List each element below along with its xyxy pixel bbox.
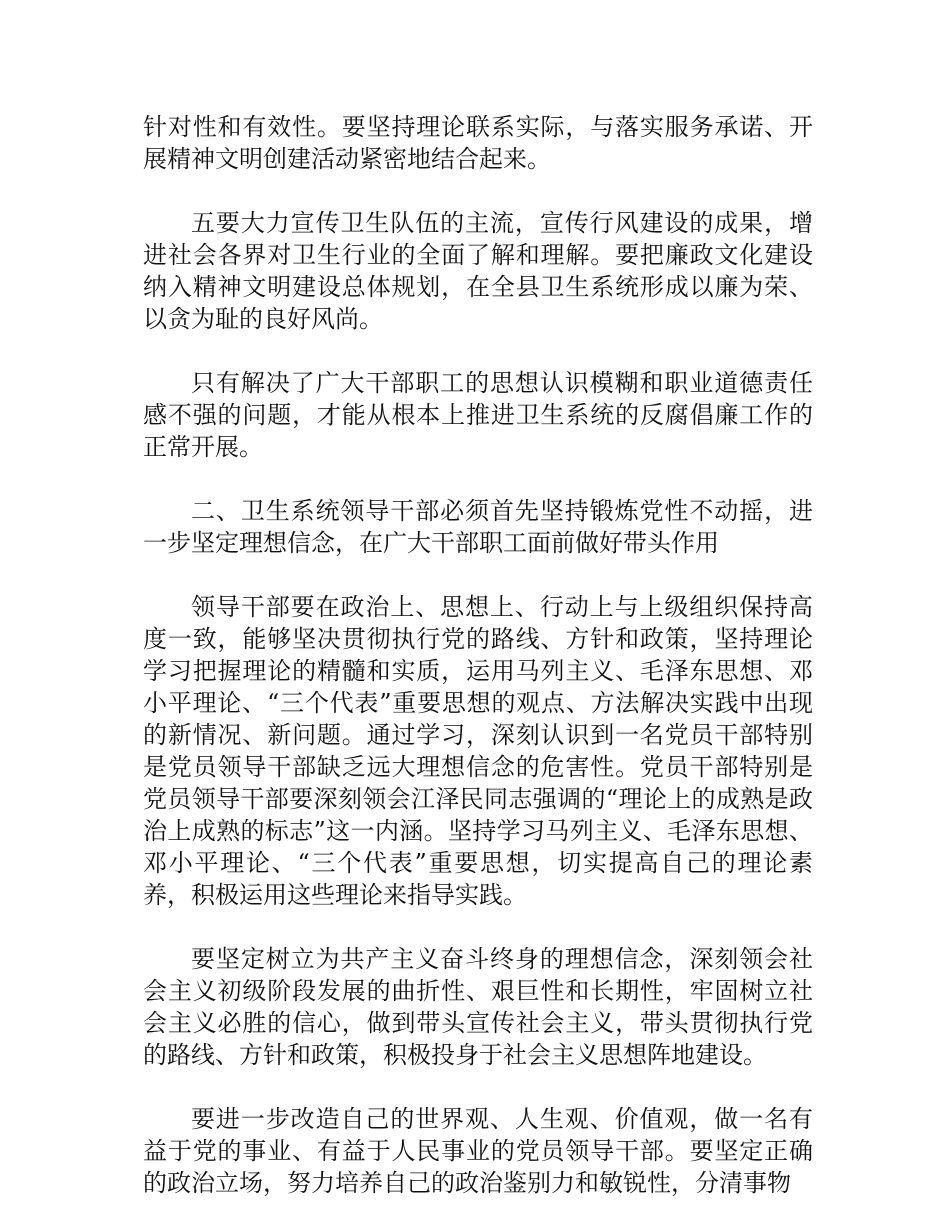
paragraph-political-alignment: 领导干部要在政治上、思想上、行动上与上级组织保持高度一致，能够坚决贯彻执行党的路线、方针和政策，坚持理论学习把握理论的精髓和实质，运用马列主义、毛泽东思想、邓小平理论、“三个代表”重要思想的观点、方法解决实践中出现的新情况、新问题。通过学习，深刻认识到一名党员干部特别是党员领导干部缺乏远大理想信念的危害性。党员干部特别是党员领导干部要深刻领会江泽民同志强调的“理论上的成熟是政治上成熟的标志”这一内涵。坚持学习马列主义、毛泽东思想、邓小平理论、“三个代表”重要思想，切实提高自己的理论素养，积极运用这些理论来指导实践。 <box>143 593 813 909</box>
paragraph-solve-problems: 只有解决了广大干部职工的思想认识模糊和职业道德责任感不强的问题，才能从根本上推进卫生系统的反腐倡廉工作的正常开展。 <box>143 369 813 461</box>
paragraph-ideals-beliefs: 要坚定树立为共产主义奋斗终身的理想信念，深刻领会社会主义初级阶段发展的曲折性、艰巨性和长期性，牢固树立社会主义必胜的信心，做到带头宣传社会主义，带头贯彻执行党的路线、方针和政策，积极投身于社会主义思想阵地建设。 <box>143 945 813 1069</box>
paragraph-worldview: 要进一步改造自己的世界观、人生观、价值观，做一名有益于党的事业、有益于人民事业的党员领导干部。要坚定正确的政治立场，努力培养自己的政治鉴别力和敏锐性，分清事物 <box>143 1105 813 1197</box>
document-page <box>143 111 813 1231</box>
paragraph-continuation: 针对性和有效性。要坚持理论联系实际，与落实服务承诺、开展精神文明创建活动紧密地结合起来。 <box>143 113 813 173</box>
paragraph-publicity: 五要大力宣传卫生队伍的主流，宣传行风建设的成果，增进社会各界对卫生行业的全面了解和理解。要把廉政文化建设纳入精神文明建设总体规划，在全县卫生系统形成以廉为荣、以贪为耻的良好风尚。 <box>143 209 813 333</box>
section-heading-two: 二、卫生系统领导干部必须首先坚持锻炼党性不动摇，进一步坚定理想信念，在广大干部职工面前做好带头作用 <box>143 497 813 557</box>
